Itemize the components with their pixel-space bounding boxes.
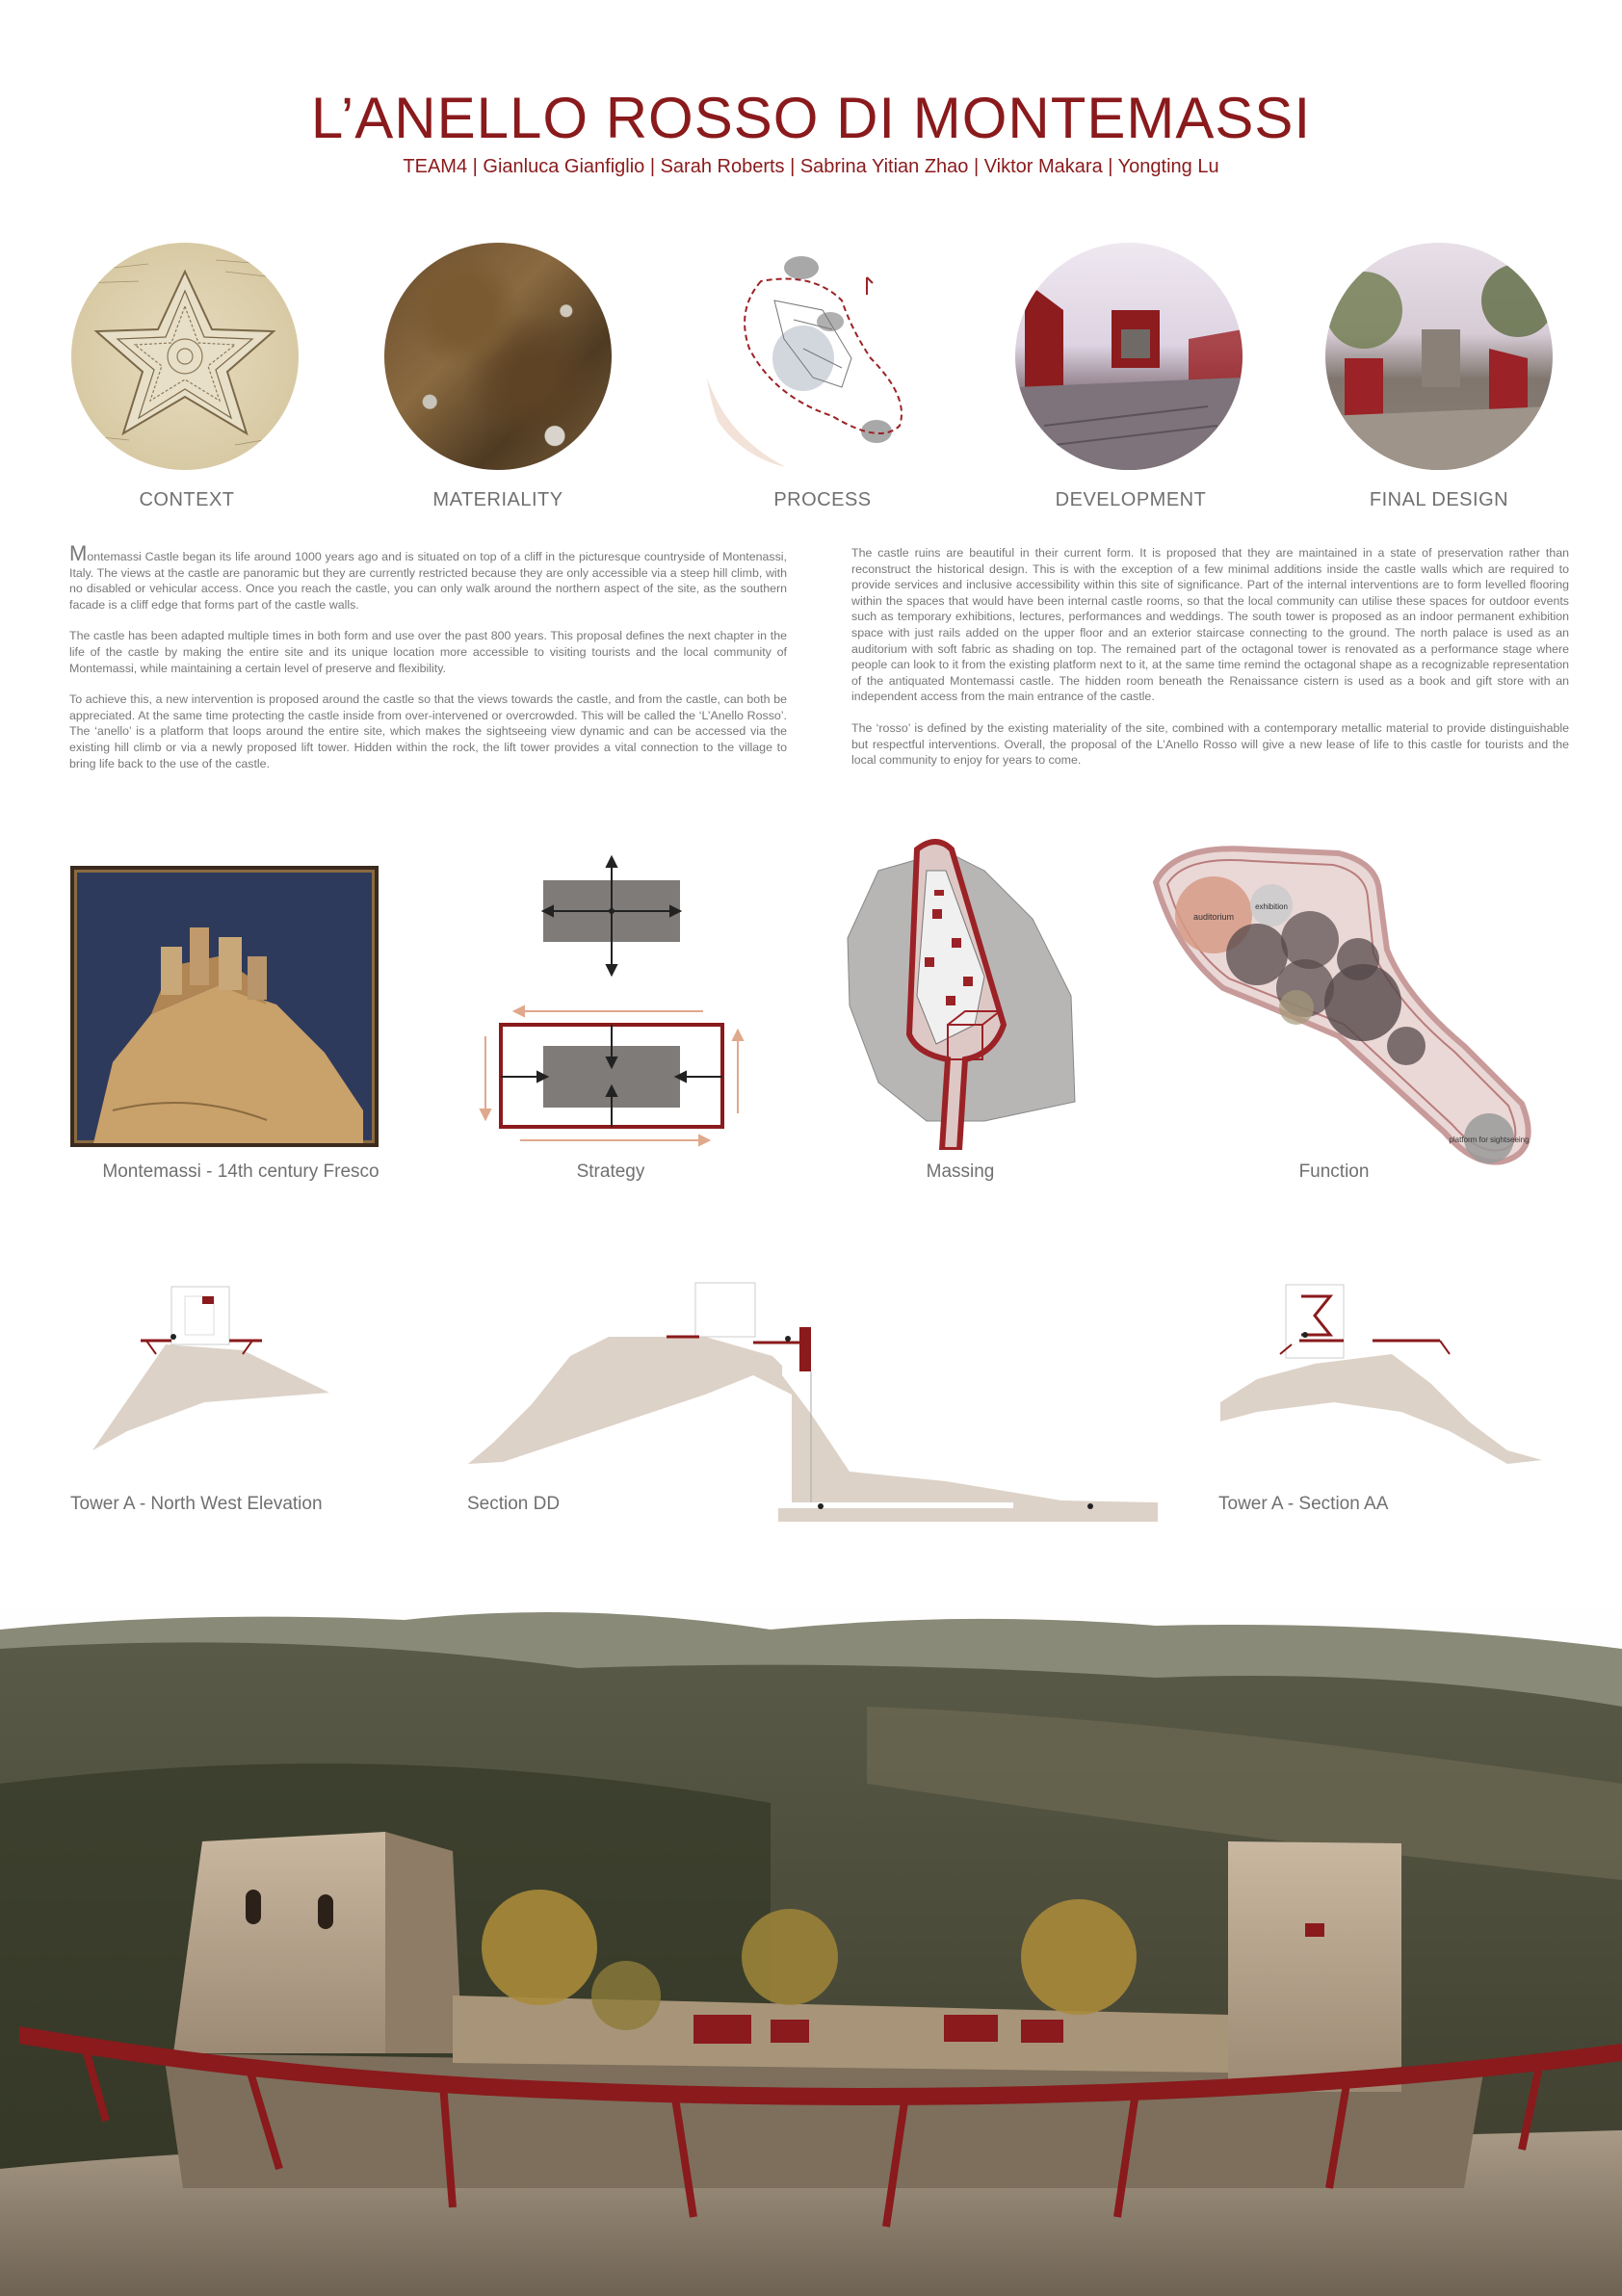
intro-text-right xyxy=(851,545,1569,784)
massing-diagram xyxy=(840,832,1081,1150)
left-paragraph-2: The castle has been adapted multiple times in both form and use over the past 800 years. This proposal defines the next chapter in the life of the castle by making the entire site and its unique location more accessible to visiting tourists and the local community of Montemassi, while maintaining a certain level of preserve and flexibility. xyxy=(69,629,787,675)
stage-label-process: PROCESS xyxy=(773,489,872,510)
strategy-diagram xyxy=(472,853,751,1152)
massing-label: Massing xyxy=(926,1161,995,1182)
section-aa-drawing xyxy=(1218,1277,1546,1466)
stage-label-final-design: FINAL DESIGN xyxy=(1369,489,1509,510)
right-paragraph-2: The ‘rosso’ is defined by the existing materiality of the site, combined with a contemporary metallic material to provide distinguishable but respectful interventions. Overall, the proposal of the L’Anello Rosso will give a new lease of life to this castle for tourists and the local community to enjoy for years to come. xyxy=(851,720,1569,768)
section-dd-label: Section DD xyxy=(467,1494,561,1514)
materiality-image xyxy=(384,243,612,470)
function-label: Function xyxy=(1298,1161,1370,1182)
bubble-platform: platform for sightseeing xyxy=(1449,1135,1530,1144)
final-render-panorama xyxy=(0,1591,1622,2296)
poster-title: L’ANELLO ROSSO DI MONTEMASSI xyxy=(310,86,1312,150)
fresco-label: Montemassi - 14th century Fresco xyxy=(102,1161,379,1182)
section-aa-label: Tower A - Section AA xyxy=(1218,1494,1389,1514)
stage-label-context: CONTEXT xyxy=(139,489,235,510)
north-west-elevation-drawing xyxy=(89,1277,339,1456)
strategy-label: Strategy xyxy=(576,1161,645,1182)
fresco-image xyxy=(70,866,379,1147)
north-west-elevation-label: Tower A - North West Elevation xyxy=(70,1494,323,1514)
bubble-auditorium: auditorium xyxy=(1192,912,1235,922)
stage-label-development: DEVELOPMENT xyxy=(1055,489,1207,510)
context-image xyxy=(71,243,299,470)
intro-text-left xyxy=(69,541,787,787)
bubble-exhibition: exhibition xyxy=(1255,902,1288,911)
left-paragraph-3: To achieve this, a new intervention is proposed around the castle so that the views towards the castle, and from the castle, can both be appreciated. At the same time protecting the castle inside from over-intervened or overcrowded. This will be called the ‘L’Anello Rosso’. The ‘anello’ is a platform that loops around the entire site, which makes the sightseeing view dynamic and can be accessed via the existing hill climb or via a newly proposed lift tower. Hidden within the rock, the lift tower provides a vital connection to the village to bring life back to the use of the castle. xyxy=(69,692,787,770)
stage-label-materiality: MATERIALITY xyxy=(432,489,563,510)
function-diagram xyxy=(1117,834,1560,1177)
section-dd-drawing xyxy=(464,1279,1158,1527)
right-paragraph-1: The castle ruins are beautiful in their current form. It is proposed that they are maintained in a state of preservation rather than reconstruct the historical design. This is with the exception of a few minimal additions inside the castle walls which are required to provide services and inclusive accessibility within this site of significance. Part of the internal interventions are to form levelled flooring within the spaces that would have been internal castle rooms, so that the local community can utilise these spaces for outdoor events such as temporary exhibitions, lectures, performances and weddings. The south tower is proposed as an indoor permanent exhibition space with just rails added on the upper floor and an exterior staircase connecting to the ground. The north palace is used as an auditorium with soft fabric as shading on top. The remained part of the octagonal tower is renovated as a performance stage where people can look to it from the existing platform next to it, at the same time remind the octagonal shape as a recognizable representation of the antiquated Montemassi castle. The hidden room beneath the Renaissance cistern is used as a book and gift store with an independent access from the main entrance of the castle. xyxy=(851,546,1569,704)
final-design-image xyxy=(1325,243,1553,470)
left-paragraph-1: ontemassi Castle began its life around 1000 years ago and is situated on top of a cliff in the picturesque countryside of Montenassi, Italy. The views at the castle are panoramic but they are currently restricted because they are only accessible via a steep hill climb, with no disabled or vehicular access. Once you reach the castle, you can only walk around the northern aspect of the site, as the southern facade is a cliff edge that forms part of the castle walls. xyxy=(69,550,787,612)
team-credits: TEAM4 | Gianluca Gianfiglio | Sarah Roberts | Sabrina Yitian Zhao | Viktor Makara | Yongting Lu xyxy=(403,156,1219,177)
process-image xyxy=(697,243,925,470)
dropcap: M xyxy=(69,541,88,565)
development-image xyxy=(1015,243,1243,470)
